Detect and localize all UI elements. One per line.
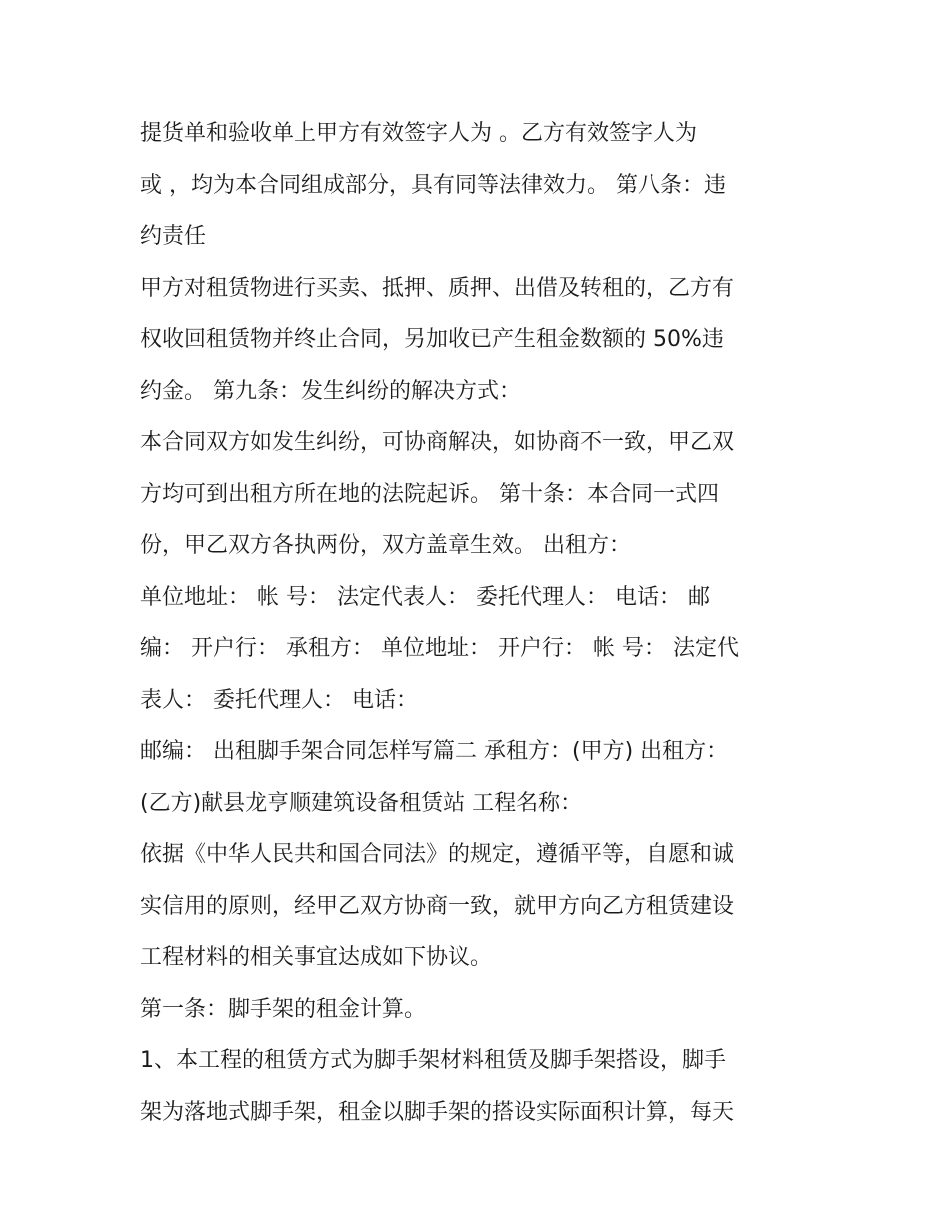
text-line: 份，甲乙双方各执两份，双方盖章生效。 出租方： (140, 533, 631, 558)
text-line: 第一条：脚手架的租金计算。 (140, 996, 427, 1022)
text-line: 单位地址： 帐 号： 法定代表人： 委托代理人： 电话： 邮 (140, 584, 710, 610)
text-line: 方均可到出租方所在地的法院起诉。 第十条：本合同一式四 (140, 481, 719, 507)
text-line: 提货单和验收单上甲方有效签字人为 。乙方有效签字人为 (140, 121, 697, 146)
text-line: 邮编： 出租脚手架合同怎样写篇二 承租方：(甲方) 出租方： (140, 739, 729, 764)
text-line: 权收回租赁物并终止合同，另加收已产生租金数额的 50%违 (140, 327, 724, 352)
text-line: 表人： 委托代理人： 电话： (140, 687, 418, 713)
text-line: 1、本工程的租赁方式为脚手架材料租赁及脚手架搭设，脚手 (140, 1048, 726, 1073)
text-line: (乙方)献县龙亨顺建筑设备租赁站 工程名称： (140, 790, 583, 816)
text-line: 依据《中华人民共和国合同法》的规定，遵循平等，自愿和诚 (140, 842, 735, 867)
text-line: 架为落地式脚手架，租金以脚手架的搭设实际面积计算，每天 (140, 1099, 735, 1125)
contract-text (140, 108, 820, 1138)
text-line: 约金。 第九条：发生纠纷的解决方式： (140, 378, 521, 404)
text-line: 工程材料的相关事宜达成如下协议。 (140, 945, 493, 970)
text-line: 约责任 (140, 224, 207, 249)
text-line: 或 ，均为本合同组成部分，具有同等法律效力。 第八条：违 (140, 172, 726, 198)
text-line: 编： 开户行： 承租方： 单位地址： 开户行： 帐 号： 法定代 (140, 636, 739, 661)
text-line: 实信用的原则，经甲乙双方协商一致，就甲方向乙方租赁建设 (140, 893, 735, 919)
text-line: 甲方对租赁物进行买卖、抵押、质押、出借及转租的，乙方有 (140, 275, 735, 301)
text-line: 本合同双方如发生纠纷，可协商解决，如协商不一致，甲乙双 (140, 430, 735, 455)
